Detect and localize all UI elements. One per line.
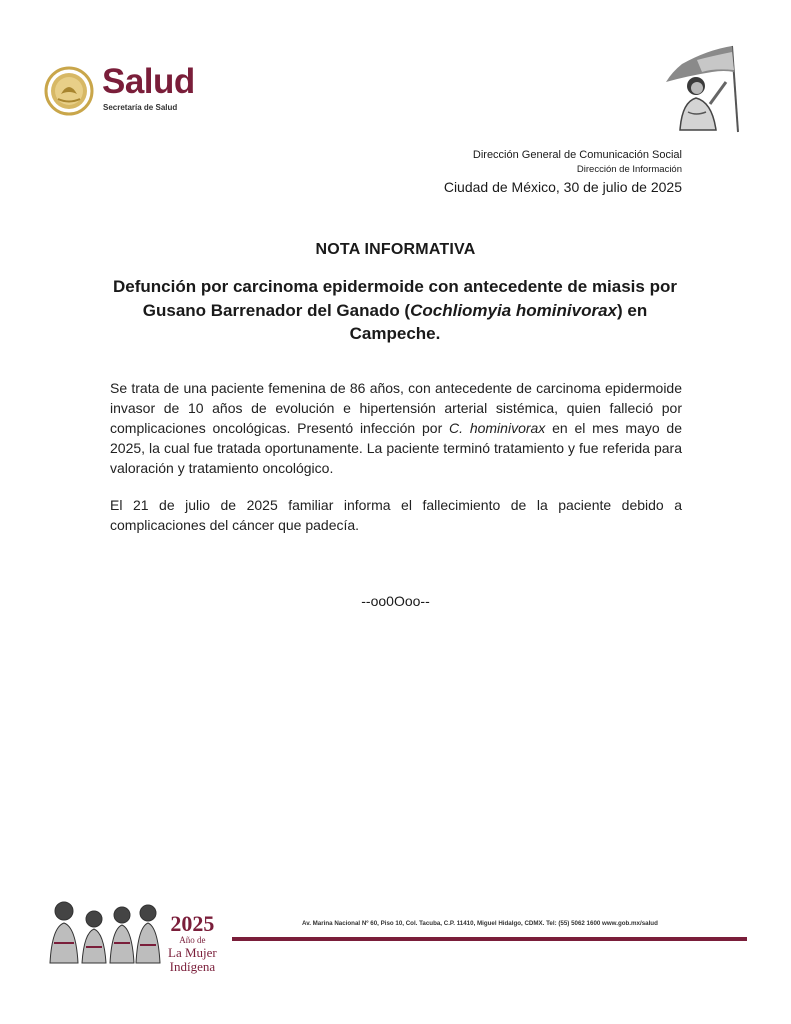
p1-after: en el mes mayo de 2025, la cual fue tratada oportunamente. La paciente terminó tratamiento y fue referida para valoración y tratamiento oncológico. bbox=[110, 420, 683, 476]
paragraph-1 bbox=[110, 378, 682, 478]
title-species: Cochliomyia hominivorax bbox=[410, 300, 617, 320]
footer-address: Av. Marina Nacional Nº 60, Piso 10, Col. Tacuba, C.P. 11410, Miguel Hidalgo, CDMX. Tel: (55) 5062 1600 www.gob.mx/salud bbox=[302, 920, 658, 927]
sender-directorate: Dirección General de Comunicación Social bbox=[472, 149, 682, 161]
year-subtitle-1: Año de bbox=[179, 935, 206, 945]
p1-before: Se trata de una paciente femenina de 86 años, con antecedente de carcinoma epidermoide invasor de 10 años de evolución e hipertensión arterial sistémica, quien falleció por complicaciones oncológicas. Presentó infección por bbox=[110, 380, 682, 436]
document-title bbox=[110, 275, 680, 346]
sender-block bbox=[444, 147, 682, 197]
title-prefix: Defunción por carcinoma epidermoide con antecedente de miasis por Gusano Barrenador del Ganado ( bbox=[113, 277, 677, 320]
place-date: Ciudad de México, 30 de julio de 2025 bbox=[443, 179, 682, 195]
document-heading: NOTA INFORMATIVA bbox=[315, 241, 476, 258]
sender-department: Dirección de Información bbox=[576, 164, 682, 175]
p1-species: C. hominivorax bbox=[449, 420, 546, 436]
logo-subtitle: Secretaría de Salud bbox=[103, 103, 178, 112]
year-subtitle-3: Indígena bbox=[169, 959, 216, 974]
paragraph-2: El 21 de julio de 2025 familiar informa el fallecimiento de la paciente debido a complicaciones del cáncer que padecía. bbox=[110, 497, 682, 533]
footer-divider bbox=[232, 937, 747, 941]
title-suffix: ) en Campeche. bbox=[349, 300, 648, 343]
indigenous-women-illustration-icon bbox=[46, 893, 164, 965]
year-of-indigenous-woman bbox=[168, 913, 217, 973]
year-subtitle-2: La Mujer bbox=[168, 945, 217, 960]
woman-with-flag-icon bbox=[652, 42, 744, 134]
salud-logo bbox=[44, 64, 214, 120]
logo-wordmark: Salud bbox=[102, 62, 195, 101]
closing-separator: --oo0Ooo-- bbox=[361, 593, 430, 609]
mexican-eagle-seal-icon bbox=[44, 66, 94, 116]
year-label: 2025 bbox=[170, 911, 215, 936]
